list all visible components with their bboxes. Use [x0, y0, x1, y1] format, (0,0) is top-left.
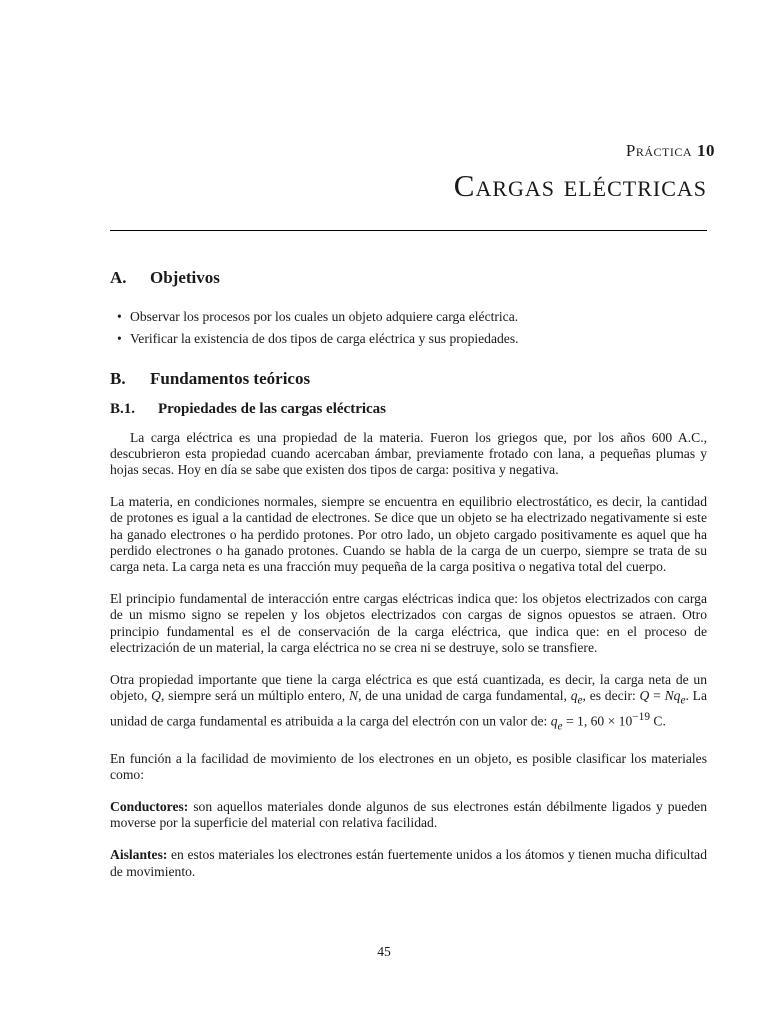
page-content [110, 270, 707, 880]
definition-text: son aquellos materiales donde algunos de sus electrones están débilmente ligados y pueden moverse por la superficie del material con relativa facilidad. [110, 799, 707, 831]
section-b-number: B. [110, 369, 126, 389]
text-run: , siempre será un múltiplo entero, [160, 688, 349, 704]
section-b-title: Fundamentos teóricos [150, 369, 311, 389]
list-item: • Verificar la existencia de dos tipos de carga eléctrica y sus propiedades. [130, 331, 707, 347]
subsection-b1-heading [110, 401, 707, 417]
paragraph: En función a la facilidad de movimiento de los electrones en un objeto, es posible clasificar los materiales como: [110, 750, 707, 782]
section-a-heading [110, 270, 707, 294]
math-val-exp: −19 [632, 711, 650, 724]
text-run: Otra propiedad importante que tiene la carga eléctrica es que está cuantizada, es decir, la carga neta de un objeto, [110, 672, 707, 704]
definition-aislantes [110, 847, 707, 879]
section-b-heading [110, 371, 707, 395]
math-val-q: q [550, 713, 558, 729]
text-run: , es decir: [582, 688, 640, 704]
math-qe: q [570, 688, 578, 704]
math-val-q-sub: e [557, 720, 563, 733]
math-val-num: = 1, 60 × 10 [562, 713, 633, 729]
text-run: , de una unidad de carga fundamental, [358, 688, 571, 704]
math-n: N [348, 688, 359, 704]
definition-term: Aislantes: [110, 847, 168, 863]
math-eq-mid: = [649, 688, 665, 704]
paragraph: El principio fundamental de interacción entre cargas eléctricas indica que: los objetos electrizados con carga de un mismo signo se repelen y los objetos electrizados con cargas de signos opuestos se atraen. Otro principio fundamental es el de conservación de la carga eléctrica, que indica que: en el proceso de electrización de un material, la carga eléctrica no se crea ni se destruye, solo se transfiere. [110, 591, 707, 655]
text-run: . La unidad de carga fundamental es atribuida a la carga del electrón con un valor de: [110, 688, 707, 729]
chapter-title: Cargas eléctricas [453, 168, 707, 203]
section-a-title: Objetivos [150, 268, 220, 287]
page-number: 45 [377, 944, 391, 959]
paragraph-quantized [110, 672, 707, 735]
subsection-b1-number: B.1. [110, 401, 136, 418]
paragraph: La materia, en condiciones normales, siempre se encuentra en equilibrio electrostático, es decir, la cantidad de protones es igual a la cantidad de electrones. Se dice que un objeto se ha electrizado negativamente si este ha ganado electrones o ha perdido protones. Por otro lado, un objeto cargado positivamente es aquel que ha perdido electrones o ha ganado protones. Cuando se habla de la carga de un cuerpo, siempre se trata de su carga neta. La carga neta es una fracción muy pequeña de la carga positiva o negativa total del cuerpo. [110, 494, 707, 575]
title-rule [110, 230, 707, 231]
math-val-unit: C. [650, 713, 666, 729]
section-a-number: A. [110, 268, 127, 287]
math-eq-rhs: Nq [664, 688, 681, 704]
list-item: • Observar los procesos por los cuales un objeto adquiere carga eléctrica. [130, 309, 707, 325]
math-qe-sub: e [577, 694, 583, 707]
practica-label [626, 141, 715, 161]
definition-conductores [110, 799, 707, 831]
math-eq-rhs-sub: e [680, 694, 686, 707]
definition-text: en estos materiales los electrones están fuertemente unidos a los átomos y tienen mucha dificultad de movimiento. [110, 847, 707, 879]
practica-number: 10 [697, 141, 715, 160]
definition-term: Conductores: [110, 799, 189, 815]
math-q: Q [151, 688, 161, 704]
subsection-b1-title: Propiedades de las cargas eléctricas [158, 401, 387, 418]
math-eq-lhs: Q [639, 688, 650, 704]
practica-word: Práctica [625, 141, 692, 160]
objectives-list [110, 309, 707, 347]
paragraph: La carga eléctrica es una propiedad de la materia. Fueron los griegos que, por los años 600 A.C., descubrieron esta propiedad cuando acercaban ámbar, previamente frotado con lana, a pequeñas plumas y hojas secas. Hoy en día se sabe que existen dos tipos de carga: positiva y negativa. [110, 429, 707, 478]
